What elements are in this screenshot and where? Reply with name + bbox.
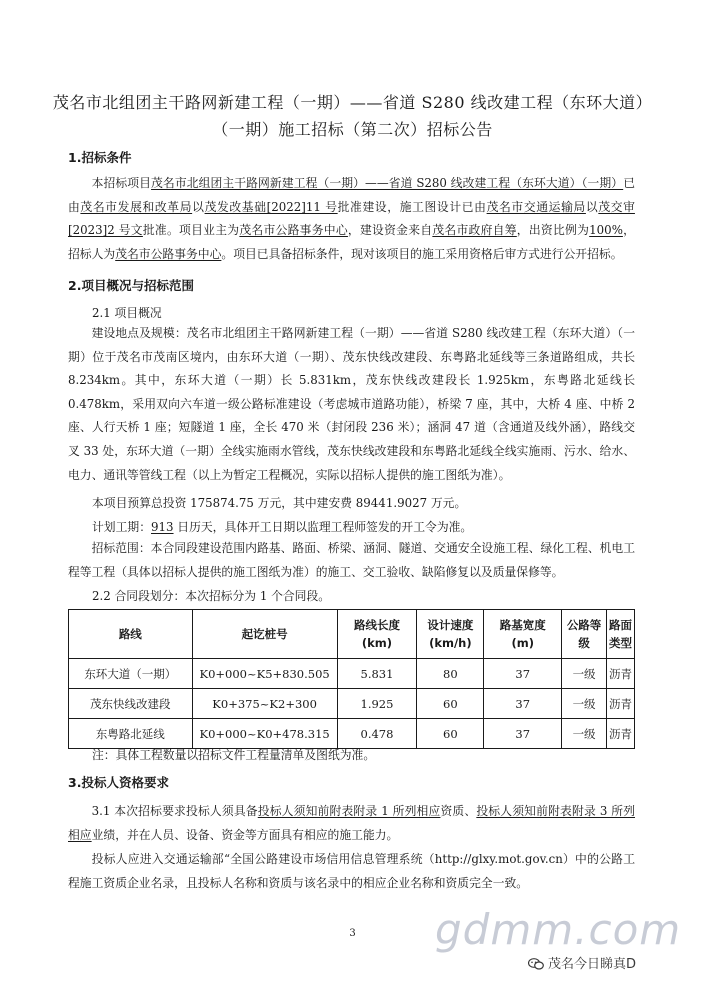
cell-length: 1.925 [337, 689, 417, 719]
cell-pavement: 沥青 [607, 719, 635, 749]
contract-section-table [68, 609, 635, 749]
col-header-width: 路基宽度 (m) [484, 610, 562, 659]
table-row [69, 719, 635, 749]
section2-1-subheading: 2.1 项目概况 [92, 306, 162, 320]
cell-chainage: K0+000~K5+830.505 [192, 659, 337, 689]
cell-grade: 一级 [562, 659, 607, 689]
account-watermark: 茂名今日睇真D [528, 953, 636, 972]
cell-grade: 一级 [562, 719, 607, 749]
section1-paragraph: 本招标项目茂名市北组团主干路网新建工程（一期）——省道 S280 线改建工程（东环大道）（一期）已由茂名市发展和改革局以茂发改基础[2022]11 号批准建设，施工图设计已由茂名市交通运输局以茂交审[2023]2 号文批准。项目业主为茂名市公路事务中心，建设资金来自茂名市政府自筹，出资比例为100%，招标人为茂名市公路事务中心。项目已具备招标条件，现对该项目的施工采用资格后审方式进行公开招标。 [68, 176, 635, 261]
wechat-icon [528, 958, 544, 970]
cell-route: 东环大道（一期） [69, 659, 193, 689]
table-row [69, 689, 635, 719]
cell-length: 0.478 [337, 719, 417, 749]
cell-pavement: 沥青 [607, 689, 635, 719]
section2-heading: 2.项目概况与招标范围 [68, 278, 194, 293]
col-header-grade: 公路等 级 [562, 610, 607, 659]
period-line: 计划工期：913 日历天，具体开工日期以监理工程师签发的开工令为准。 [92, 520, 473, 534]
section3-registry-paragraph: 投标人应进入交通运输部“全国公路建设市场信用信息管理系统（http://glxy.mot.gov.cn）中的公路工程施工资质企业名录，且投标人名称和资质与该名录中的相应企业名称和资质完全一致。 [68, 852, 635, 890]
site-watermark: gdmm.com [435, 905, 682, 954]
page-number: 3 [349, 928, 356, 939]
section1-heading: 1.招标条件 [68, 150, 132, 165]
project-location-paragraph: 建设地点及规模：茂名市北组团主干路网新建工程（一期）——省道 S280 线改建工程（东环大道）（一期）位于茂名市茂南区境内，由东环大道（一期）、茂东快线改建段、东粤路北延线等三条道路组成，共长 8.234km。其中，东环大道（一期）长 5.831km，茂东快线改建段长 1.925km，东粤路北延线长 0.478km，采用双向六车道一级公路标准建设（考虑城市道路功能），桥梁 7 座，其中，大桥 4 座、中桥 2 座、人行天桥 1 座；短隧道 1 座，全长 470 米（封闭段 236 米）；涵洞 47 道（含通道及线外涵），路线交叉 33 处，东环大道（一期）全线实施雨水管线，茂东快线改建段和东粤路北延线全线实施雨、污水、给水、电力、通讯等管线工程（以上为暂定工程概况，实际以招标人提供的施工图纸为准）。 [68, 326, 635, 482]
section3-heading: 3.投标人资格要求 [68, 775, 169, 790]
section3-1-paragraph: 3.1 本次招标要求投标人须具备投标人须知前附表附录 1 所列相应资质、投标人须知前附表附录 3 所列相应业绩，并在人员、设备、资金等方面具有相应的施工能力。 [68, 804, 635, 842]
cell-grade: 一级 [562, 689, 607, 719]
cell-speed: 60 [417, 689, 484, 719]
table-header-row [69, 610, 635, 659]
cell-length: 5.831 [337, 659, 417, 689]
col-header-route: 路线 [69, 610, 193, 659]
table-note: 注：具体工程数量以招标文件工程量清单及图纸为准。 [92, 748, 376, 762]
table-row [69, 659, 635, 689]
section2-2-subheading: 2.2 合同段划分：本次招标分为 1 个合同段。 [92, 589, 331, 603]
cell-width: 37 [484, 689, 562, 719]
col-header-pavement: 路面 类型 [607, 610, 635, 659]
notice-title-line1: 茂名市北组团主干路网新建工程（一期）——省道 S280 线改建工程（东环大道） [52, 93, 653, 112]
cell-width: 37 [484, 719, 562, 749]
notice-title-line2: （一期）施工招标（第二次）招标公告 [212, 120, 493, 139]
col-header-chainage: 起讫桩号 [192, 610, 337, 659]
budget-line: 本项目预算总投资 175874.75 万元，其中建安费 89441.9027 万元。 [92, 496, 467, 510]
cell-speed: 60 [417, 719, 484, 749]
cell-chainage: K0+375~K2+300 [192, 689, 337, 719]
col-header-length: 路线长度 (km) [337, 610, 417, 659]
cell-speed: 80 [417, 659, 484, 689]
col-header-speed: 设计速度 (km/h) [417, 610, 484, 659]
cell-route: 茂东快线改建段 [69, 689, 193, 719]
cell-pavement: 沥青 [607, 659, 635, 689]
scope-paragraph: 招标范围：本合同段建设范围内路基、路面、桥梁、涵洞、隧道、交通安全设施工程、绿化工程、机电工程等工程（具体以招标人提供的施工图纸为准）的施工、交工验收、缺陷修复以及质量保修等。 [68, 541, 635, 579]
cell-width: 37 [484, 659, 562, 689]
cell-chainage: K0+000~K0+478.315 [192, 719, 337, 749]
cell-route: 东粤路北延线 [69, 719, 193, 749]
